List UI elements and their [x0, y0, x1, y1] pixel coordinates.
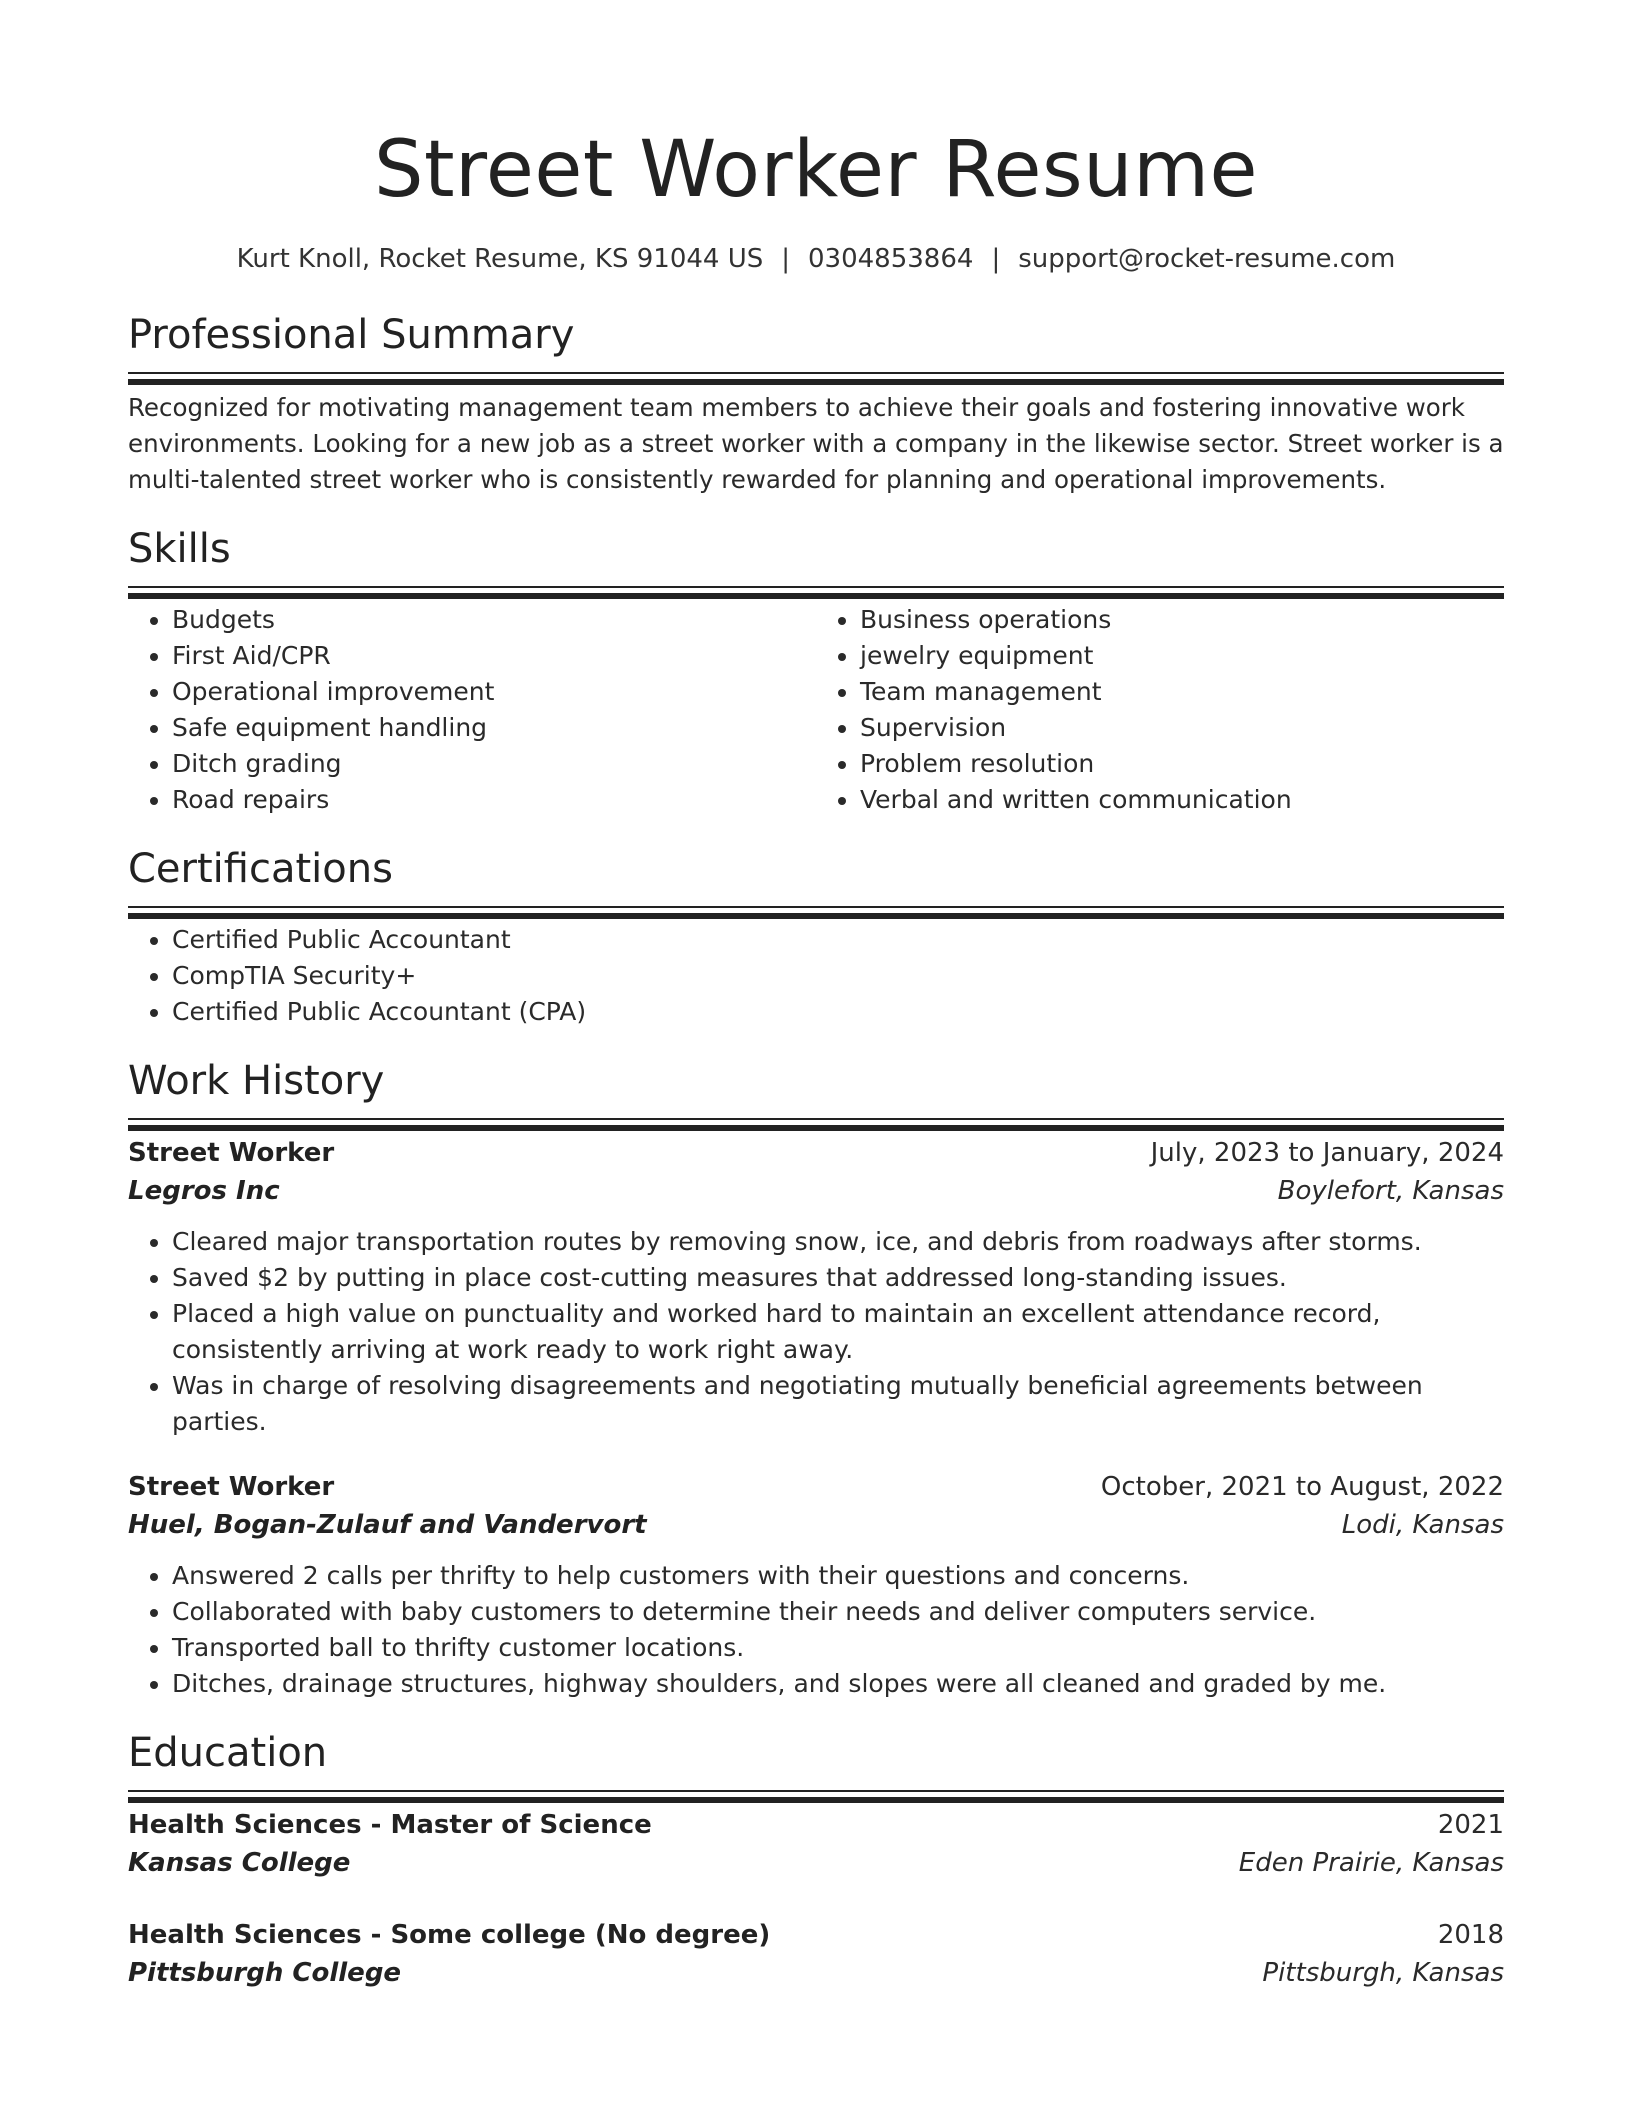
education-subheader	[128, 1954, 1504, 1992]
job-duty-item: • Ditches, drainage structures, highway shoulders, and slopes were all cleaned and graded by me.	[172, 1666, 1504, 1702]
summary-section	[128, 310, 1504, 498]
skill-item: • jewelry equipment	[860, 638, 1504, 674]
certification-item: • CompTIA Security+	[172, 958, 1504, 994]
skill-item: • Team management	[860, 674, 1504, 710]
job-dates: July, 2023 to January, 2024	[1150, 1138, 1504, 1168]
education-school: Kansas College	[128, 1848, 351, 1878]
job-location: Lodi, Kansas	[1341, 1510, 1504, 1540]
education-entry	[128, 1916, 1504, 1992]
work-history-section	[128, 1056, 1504, 1702]
section-divider	[128, 906, 1504, 908]
job-entry	[128, 1468, 1504, 1702]
section-divider	[128, 1118, 1504, 1120]
education-location: Pittsburgh, Kansas	[1262, 1958, 1504, 1988]
contact-separator: |	[781, 244, 791, 274]
education-year: 2018	[1437, 1920, 1504, 1950]
skills-list-right	[816, 602, 1504, 818]
certification-item: • Certified Public Accountant (CPA)	[172, 994, 1504, 1030]
skill-item: • Ditch grading	[172, 746, 816, 782]
certifications-section	[128, 844, 1504, 1030]
section-heading-skills: Skills	[128, 526, 231, 572]
education-subheader	[128, 1844, 1504, 1882]
job-location: Boylefort, Kansas	[1277, 1176, 1504, 1206]
education-header	[128, 1916, 1504, 1954]
section-heading-summary: Professional Summary	[128, 312, 575, 358]
certifications-list	[128, 922, 1504, 1030]
education-degree: Health Sciences - Master of Science	[128, 1810, 652, 1840]
skill-item: • Operational improvement	[172, 674, 816, 710]
summary-text: Recognized for motivating management team members to achieve their goals and fostering innovative work environments. Looking for a new job as a street worker with a company in the likewise sector. Street worker is a multi-talented street worker who is consistently rewarded for planning and operational improvements.	[128, 393, 1504, 494]
skill-item: • Verbal and written communication	[860, 782, 1504, 818]
education-entry	[128, 1806, 1504, 1882]
skill-item: • Supervision	[860, 710, 1504, 746]
job-subheader	[128, 1506, 1504, 1544]
education-school: Pittsburgh College	[128, 1958, 402, 1988]
education-location: Eden Prairie, Kansas	[1238, 1848, 1504, 1878]
skill-item: • Safe equipment handling	[172, 710, 816, 746]
job-duties-list	[128, 1224, 1504, 1440]
job-company: Huel, Bogan-Zulauf and Vandervort	[128, 1510, 647, 1540]
section-heading-education: Education	[128, 1730, 328, 1776]
skill-item: • Problem resolution	[860, 746, 1504, 782]
section-divider	[128, 1790, 1504, 1792]
resume-title: Street Worker Resume	[373, 125, 1259, 215]
contact-separator: |	[991, 244, 1001, 274]
skills-section	[128, 524, 1504, 818]
job-title: Street Worker	[128, 1138, 335, 1168]
job-duty-item: • Was in charge of resolving disagreements and negotiating mutually beneficial agreements between parties.	[172, 1368, 1504, 1440]
section-heading-certifications: Certifications	[128, 846, 393, 892]
skill-item: • First Aid/CPR	[172, 638, 816, 674]
job-entry	[128, 1134, 1504, 1440]
skills-list-left	[128, 602, 816, 818]
skill-item: • Road repairs	[172, 782, 816, 818]
skills-grid	[128, 588, 1504, 818]
contact-line	[128, 242, 1504, 276]
job-header	[128, 1134, 1504, 1172]
education-section	[128, 1728, 1504, 1992]
section-heading-work-history: Work History	[128, 1058, 385, 1104]
job-header	[128, 1468, 1504, 1506]
job-duty-item: • Collaborated with baby customers to determine their needs and deliver computers service.	[172, 1594, 1504, 1630]
job-duty-item: • Placed a high value on punctuality and worked hard to maintain an excellent attendance record, consistently arriving at work ready to work right away.	[172, 1296, 1504, 1368]
job-duty-item: • Saved $2 by putting in place cost-cutting measures that addressed long-standing issues.	[172, 1260, 1504, 1296]
job-company: Legros Inc	[128, 1176, 280, 1206]
contact-email[interactable]: support@rocket-resume.com	[1018, 244, 1396, 274]
job-duties-list	[128, 1558, 1504, 1702]
education-header	[128, 1806, 1504, 1844]
section-divider	[128, 372, 1504, 374]
skill-item: • Business operations	[860, 602, 1504, 638]
job-duty-item: • Transported ball to thrifty customer locations.	[172, 1630, 1504, 1666]
job-duty-item: • Answered 2 calls per thrifty to help customers with their questions and concerns.	[172, 1558, 1504, 1594]
job-dates: October, 2021 to August, 2022	[1100, 1472, 1504, 1502]
certification-item: • Certified Public Accountant	[172, 922, 1504, 958]
education-year: 2021	[1437, 1810, 1504, 1840]
contact-phone: 0304853864	[808, 244, 974, 274]
skill-item: • Budgets	[172, 602, 816, 638]
education-degree: Health Sciences - Some college (No degree)	[128, 1920, 771, 1950]
job-title: Street Worker	[128, 1472, 335, 1502]
job-duty-item: • Cleared major transportation routes by removing snow, ice, and debris from roadways after storms.	[172, 1224, 1504, 1260]
job-subheader	[128, 1172, 1504, 1210]
contact-address: Kurt Knoll, Rocket Resume, KS 91044 US	[236, 244, 764, 274]
